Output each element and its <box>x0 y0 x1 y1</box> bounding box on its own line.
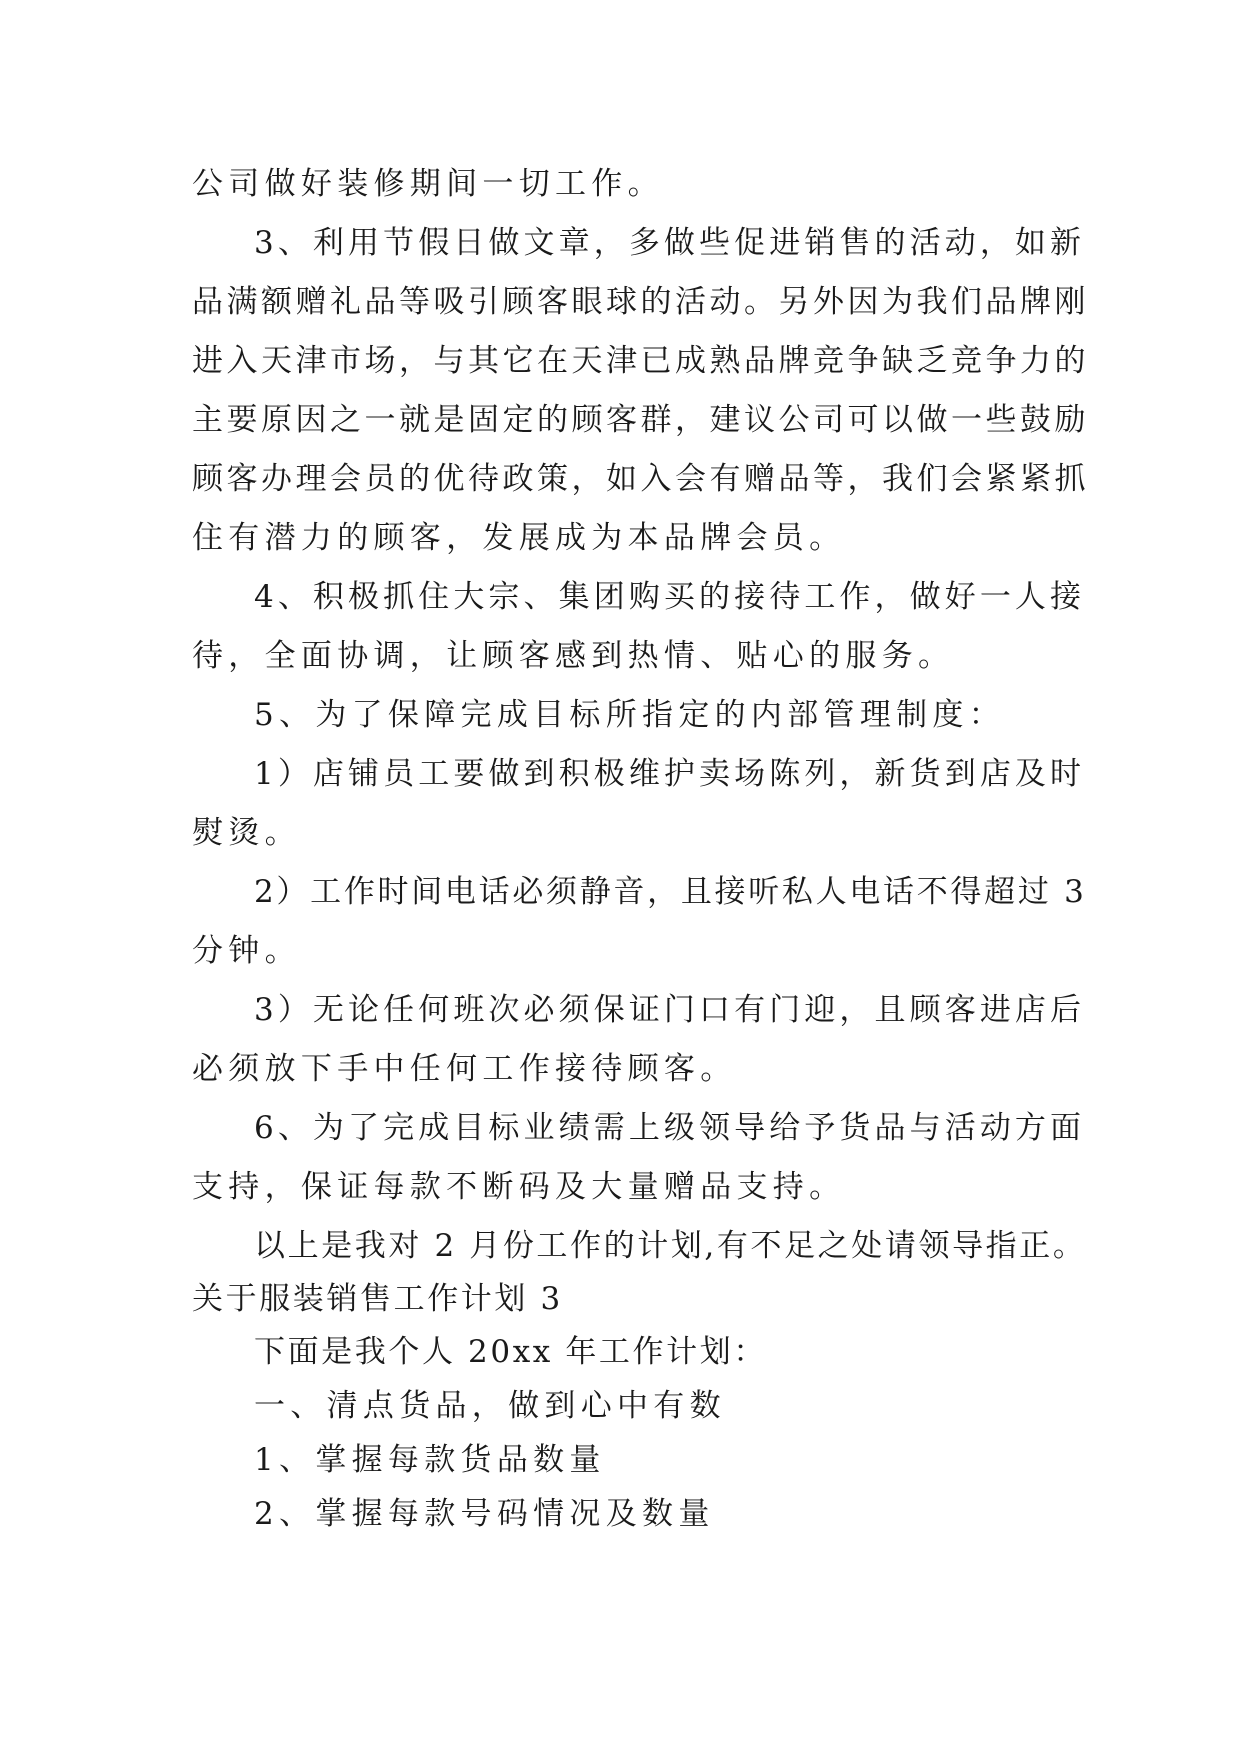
paragraph-line: 3、利用节假日做文章，多做些促进销售的活动，如新 <box>254 225 1086 261</box>
paragraph-line: 以上是我对 2 月份工作的计划,有不足之处请领导指正。 <box>254 1228 1087 1264</box>
paragraph-line: 进入天津市场，与其它在天津已成熟品牌竞争缺乏竞争力的 <box>192 343 1089 379</box>
paragraph-line: 待，全面协调，让顾客感到热情、贴心的服务。 <box>192 638 955 674</box>
paragraph-line: 1）店铺员工要做到积极维护卖场陈列，新货到店及时 <box>254 756 1086 792</box>
paragraph-line: 3）无论任何班次必须保证门口有门迎，且顾客进店后 <box>254 992 1086 1028</box>
paragraph-line: 分钟。 <box>192 933 301 969</box>
paragraph-line: 熨烫。 <box>192 815 301 851</box>
paragraph-line: 住有潜力的顾客，发展成为本品牌会员。 <box>192 520 846 556</box>
paragraph-line: 主要原因之一就是固定的顾客群，建议公司可以做一些鼓励 <box>192 402 1089 438</box>
paragraph-line: 5、为了保障完成目标所指定的内部管理制度： <box>254 697 1006 733</box>
paragraph-line: 品满额赠礼品等吸引顾客眼球的活动。另外因为我们品牌刚 <box>192 284 1089 320</box>
list-item: 2、掌握每款号码情况及数量 <box>254 1496 715 1532</box>
paragraph-line: 6、为了完成目标业绩需上级领导给予货品与活动方面 <box>254 1110 1086 1146</box>
paragraph-line: 2）工作时间电话必须静音，且接听私人电话不得超过 3 <box>254 874 1087 910</box>
section-heading: 关于服装销售工作计划 3 <box>192 1281 563 1317</box>
paragraph-line: 顾客办理会员的优待政策，如入会有赠品等，我们会紧紧抓 <box>192 461 1089 497</box>
paragraph-line: 支持，保证每款不断码及大量赠品支持。 <box>192 1169 846 1205</box>
paragraph-line: 下面是我个人 20xx 年工作计划： <box>254 1334 767 1370</box>
paragraph-line: 一、清点货品，做到心中有数 <box>254 1388 726 1424</box>
paragraph-line: 必须放下手中任何工作接待顾客。 <box>192 1051 737 1087</box>
list-item: 1、掌握每款货品数量 <box>254 1442 606 1478</box>
paragraph-line: 公司做好装修期间一切工作。 <box>192 166 664 202</box>
paragraph-line: 4、积极抓住大宗、集团购买的接待工作，做好一人接 <box>254 579 1086 615</box>
